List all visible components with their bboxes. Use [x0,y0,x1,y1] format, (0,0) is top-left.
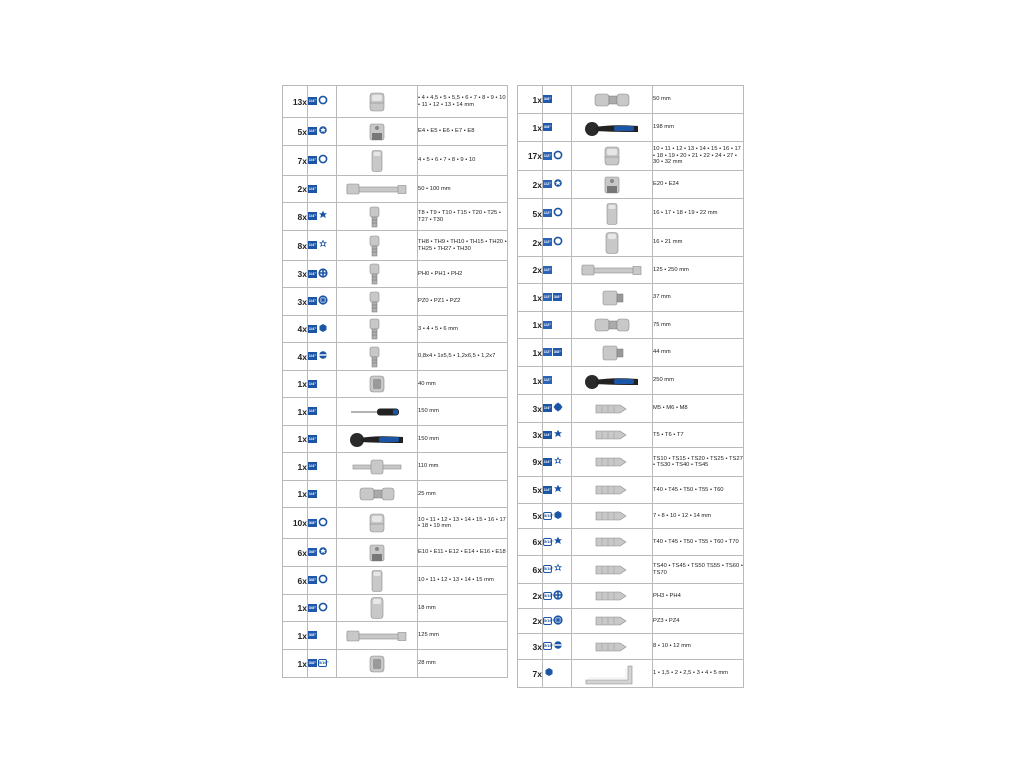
part-row [518,86,744,114]
quantity: 6x [518,556,543,584]
parts-table-right [517,85,744,688]
drive-size-badge: 5/16" [319,660,329,666]
part-row [283,288,508,316]
quantity: 1x [283,595,308,622]
part-row [283,86,508,118]
part-row [518,448,744,477]
part-row [283,622,508,650]
drive-badges [543,199,572,229]
quantity: 1x [518,114,543,142]
drive-badges [308,371,337,398]
bit-icon [572,609,653,634]
bit-socket-icon [337,288,418,316]
drive-badges [308,231,337,261]
part-row [283,481,508,508]
quantity: 6x [283,539,308,567]
size-list: T40 • T45 • T50 • T55 • T60 [653,477,744,504]
part-row [518,367,744,395]
hex-profile-icon [553,233,563,251]
drive-badges [308,622,337,650]
size-list: 50 • 100 mm [418,176,508,203]
drive-badges [308,539,337,567]
drive-badges [543,556,572,584]
drive-badges [308,343,337,371]
size-list: 4 • 5 • 6 • 7 • 8 • 9 • 10 [418,146,508,176]
part-row [518,634,744,660]
size-list: 8 • 10 • 12 mm [653,634,744,660]
drive-size-badge: 3/8" [308,577,317,583]
hex-profile-icon [318,571,328,589]
part-row [518,504,744,529]
drive-size-badge: 1/2" [543,377,552,383]
drive-size-badge: 1/4" [308,213,317,219]
drive-size-badge: 3/8" [543,96,552,102]
quantity: 7x [283,146,308,176]
quantity: 2x [283,176,308,203]
torx-profile-icon [318,207,328,225]
drive-badges [543,312,572,339]
drive-badges [308,288,337,316]
size-list: TH8 • TH9 • TH10 • TH15 • TH20 • TH25 • TH27 • TH30 [418,231,508,261]
socket-icon [572,142,653,171]
drive-badges [543,477,572,504]
size-list: E4 • E5 • E6 • E7 • E8 [418,118,508,146]
slot-profile-icon [318,347,328,365]
size-list: 125 mm [418,622,508,650]
drive-badges [543,284,572,312]
quantity: 2x [518,257,543,284]
quantity: 8x [283,231,308,261]
slot-profile-icon [553,637,563,655]
drive-size-badge: 1/2" [543,266,552,272]
drive-badges [308,567,337,595]
drive-badges [308,261,337,288]
drive-size-badge: 1/4" [308,185,317,191]
drive-size-badge: 1/2" [543,239,552,245]
size-list: 150 mm [418,426,508,453]
hex-key-icon [572,660,653,688]
drive-badges [308,316,337,343]
part-row [518,339,744,367]
quantity: 1x [283,426,308,453]
drive-size-badge: 1/4" [308,128,317,134]
part-row [283,650,508,678]
hexkey-profile-icon [318,320,328,338]
extension-bar-icon [572,257,653,284]
drive-badges [543,114,572,142]
adapter-icon [572,284,653,312]
part-row [518,556,744,584]
hex-profile-icon [318,514,328,532]
quantity: 10x [283,508,308,539]
spark-plug-socket-icon [572,229,653,257]
bit-icon [572,634,653,660]
hexkey-profile-icon [544,664,554,682]
part-row [283,343,508,371]
bit-icon [572,504,653,529]
torx-hole-profile-icon [553,453,563,471]
part-row [518,477,744,504]
size-list: 110 mm [418,453,508,481]
quantity: 1x [283,481,308,508]
quantity: 3x [518,634,543,660]
bit-socket-icon [337,343,418,371]
drive-size-badge: 5/16" [544,592,554,598]
drive-badges [543,395,572,423]
size-list: 10 • 11 • 12 • 13 • 14 • 15 mm [418,567,508,595]
drive-size-badge: 1/4" [308,490,317,496]
bit-adapter-icon [337,650,418,678]
deep-socket-icon [572,199,653,229]
size-list: 3 • 4 • 5 • 6 mm [418,316,508,343]
part-row [283,595,508,622]
size-list: 10 • 11 • 12 • 13 • 14 • 15 • 16 • 17 • 18 • 19 mm [418,508,508,539]
torx-hole-profile-icon [318,236,328,254]
drive-badges [308,118,337,146]
bit-icon [572,395,653,423]
extension-bar-icon [337,176,418,203]
quantity: 9x [518,448,543,477]
drive-size-badge: 1/4" [308,298,317,304]
hex-profile-icon [318,151,328,169]
e-torx-socket-icon [337,539,418,567]
drive-badges [543,448,572,477]
bit-socket-icon [337,203,418,231]
drive-size-badge: 3/8" [308,632,317,638]
part-row [518,584,744,609]
pozidriv-profile-icon [553,612,563,630]
quantity: 1x [518,86,543,114]
quantity: 1x [283,371,308,398]
quantity: 1x [518,367,543,395]
drive-badges [543,367,572,395]
quantity: 8x [283,203,308,231]
part-row [283,426,508,453]
size-list: PH0 • PH1 • PH2 [418,261,508,288]
drive-size-badge: 3/8" [308,604,317,610]
size-list: 28 mm [418,650,508,678]
bit-icon [572,584,653,609]
drive-size-badge: 3/8" [308,519,317,525]
quantity: 2x [518,584,543,609]
torx-hole-profile-icon [553,560,563,578]
torx-profile-icon [553,426,563,444]
quantity: 17x [518,142,543,171]
quantity: 3x [283,288,308,316]
quantity: 1x [283,453,308,481]
size-list: PZ3 • PZ4 [653,609,744,634]
drive-badges [543,257,572,284]
drive-badges [308,595,337,622]
size-list: 250 mm [653,367,744,395]
part-row [283,231,508,261]
part-row [518,609,744,634]
size-list: TS40 • TS45 • TS50 TS55 • TS60 • TS70 [653,556,744,584]
torx-profile-icon [553,481,563,499]
size-list: T40 • T45 • T50 • T55 • T60 • T70 [653,529,744,556]
quantity: 2x [518,171,543,199]
pozidriv-profile-icon [318,292,328,310]
universal-joint-icon [572,312,653,339]
drive-badges [308,481,337,508]
drive-size-badge: 1/4" [543,458,552,464]
drive-size-badge: 1/4" [308,157,317,163]
quantity: 5x [518,504,543,529]
size-list: 10 • 11 • 12 • 13 • 14 • 15 • 16 • 17 • 18 • 19 • 20 • 21 • 22 • 24 • 27 • 30 • 32 mm [653,142,744,171]
drive-badges [543,504,572,529]
drive-size-badge: 3/8" [308,549,317,555]
part-row [518,114,744,142]
drive-size-badge: 1/4" [308,435,317,441]
quantity: 2x [518,609,543,634]
bit-icon [572,556,653,584]
universal-joint-icon [337,481,418,508]
socket-icon [337,508,418,539]
ratchet-icon [572,367,653,395]
size-list: PZ0 • PZ1 • PZ2 [418,288,508,316]
quantity: 4x [283,316,308,343]
quantity: 2x [518,229,543,257]
part-row [518,312,744,339]
drive-size-badge: 1/4" [543,405,552,411]
part-row [518,395,744,423]
part-row [518,284,744,312]
phillips-profile-icon [318,265,328,283]
drive-size-badge: 5/16" [544,566,554,572]
drive-size-badge: 1/4" [308,325,317,331]
spline-profile-icon [553,399,563,417]
torx-e-profile-icon [318,122,328,140]
size-list: 7 • 8 • 10 • 12 • 14 mm [653,504,744,529]
quantity: 13x [283,86,308,118]
bit-icon [572,448,653,477]
part-row [283,453,508,481]
drive-size-badge: 1/4" [308,463,317,469]
drive-size-badge: 1/2" [543,349,552,355]
size-list: T8 • T9 • T10 • T15 • T20 • T25 • T27 • T30 [418,203,508,231]
ratchet-icon [337,426,418,453]
drive-badges [543,229,572,257]
part-row [518,171,744,199]
hex-profile-icon [553,147,563,165]
quantity: 5x [518,199,543,229]
part-row [518,529,744,556]
drive-size-badge: 1/4" [543,486,552,492]
drive-size-badge: 1/4" [308,270,317,276]
bit-icon [572,477,653,504]
drive-badges [543,339,572,367]
part-row [518,199,744,229]
hex-profile-icon [318,599,328,617]
hexkey-profile-icon [553,507,563,525]
ratchet-icon [572,114,653,142]
size-list: 16 • 17 • 18 • 19 • 22 mm [653,199,744,229]
drive-size-badge: 3/8" [543,124,552,130]
t-bar-icon [337,453,418,481]
quantity: 1x [283,650,308,678]
part-row [283,146,508,176]
part-row [518,660,744,688]
part-row [283,176,508,203]
drive-size-badge: 1/4" [543,431,552,437]
size-list: E20 • E24 [653,171,744,199]
drive-size-badge: 1/4" [308,353,317,359]
drive-size-badge: 1/2" [543,152,552,158]
size-list: 18 mm [418,595,508,622]
hex-profile-icon [553,204,563,222]
extension-bar-icon [337,622,418,650]
size-list: 37 mm [653,284,744,312]
size-list: 0,8x4 • 1x5,5 • 1,2x6,5 • 1,2x7 [418,343,508,371]
deep-socket-icon [337,567,418,595]
size-list: TS10 • TS15 • TS20 • TS25 • TS27 • TS30 • TS40 • TS45 [653,448,744,477]
universal-joint-icon [572,86,653,114]
drive-size-badge: 5/16" [544,643,554,649]
size-list: 25 mm [418,481,508,508]
drive-badges [543,529,572,556]
size-list: 44 mm [653,339,744,367]
size-list: • 4 • 4,5 • 5 • 5,5 • 6 • 7 • 8 • 9 • 10 • 11 • 12 • 13 • 14 mm [418,86,508,118]
part-row [283,316,508,343]
socket-icon [337,86,418,118]
drive-badges [308,146,337,176]
quantity: 1x [283,398,308,426]
hex-profile-icon [318,92,328,110]
part-row [518,257,744,284]
size-list: 16 • 21 mm [653,229,744,257]
drive-badges [308,86,337,118]
bit-socket-icon [337,231,418,261]
part-row [283,539,508,567]
drive-size-badge: 1/2" [543,181,552,187]
size-list: 125 • 250 mm [653,257,744,284]
drive-size-badge: 1/4" [308,380,317,386]
drive-size-badge: 1/4" [308,98,317,104]
size-list: 50 mm [653,86,744,114]
quantity: 6x [518,529,543,556]
part-row [283,203,508,231]
quantity: 5x [518,477,543,504]
drive-badges [543,584,572,609]
part-row [283,371,508,398]
e-torx-socket-icon [572,171,653,199]
bit-socket-icon [337,261,418,288]
drive-size-badge: 5/16" [544,617,554,623]
size-list: PH3 • PH4 [653,584,744,609]
quantity: 1x [283,622,308,650]
drive-badges [308,203,337,231]
quantity: 1x [518,339,543,367]
part-row [283,398,508,426]
quantity: 3x [283,261,308,288]
bit-socket-icon [337,316,418,343]
drive-size-badge: 1/4" [308,408,317,414]
spinner-handle-icon [337,398,418,426]
size-list: 150 mm [418,398,508,426]
size-list: M5 • M6 • M8 [653,395,744,423]
part-row [283,508,508,539]
bit-icon [572,529,653,556]
drive-badges [308,176,337,203]
drive-badges [543,634,572,660]
quantity: 1x [518,312,543,339]
size-list: T5 • T6 • T7 [653,423,744,448]
torx-e-profile-icon [553,175,563,193]
spark-plug-socket-icon [337,595,418,622]
part-row [283,261,508,288]
drive-badges [308,508,337,539]
drive-badges [308,426,337,453]
drive-badges [308,650,337,678]
e-torx-socket-icon [337,118,418,146]
bit-adapter-icon [337,371,418,398]
size-list: 40 mm [418,371,508,398]
drive-badges [308,398,337,426]
drive-size-badge: 1/2" [543,210,552,216]
drive-badges [543,423,572,448]
part-row [518,229,744,257]
drive-size-badge: 3/8" [553,349,562,355]
bit-icon [572,423,653,448]
drive-size-badge: 1/2" [543,321,552,327]
phillips-profile-icon [553,587,563,605]
torx-e-profile-icon [318,543,328,561]
quantity: 6x [283,567,308,595]
part-row [283,118,508,146]
drive-size-badge: 3/8" [553,294,562,300]
drive-badges [543,660,572,688]
part-row [518,142,744,171]
drive-size-badge: 5/16" [544,538,554,544]
size-list: 75 mm [653,312,744,339]
drive-badges [543,609,572,634]
parts-table-left [282,85,508,678]
drive-badges [543,171,572,199]
size-list: E10 • E11 • E12 • E14 • E16 • E18 [418,539,508,567]
quantity: 3x [518,395,543,423]
drive-badges [308,453,337,481]
deep-socket-icon [337,146,418,176]
quantity: 5x [283,118,308,146]
adapter-icon [572,339,653,367]
drive-badges [543,86,572,114]
drive-size-badge: 5/16" [544,512,554,518]
drive-size-badge: 3/8" [308,660,317,666]
quantity: 7x [518,660,543,688]
torx-profile-icon [553,533,563,551]
size-list: 198 mm [653,114,744,142]
drive-badges [543,142,572,171]
drive-size-badge: 1/2" [543,294,552,300]
drive-size-badge: 1/4" [308,242,317,248]
quantity: 3x [518,423,543,448]
size-list: 1 • 1,5 • 2 • 2,5 • 3 • 4 • 5 mm [653,660,744,688]
quantity: 1x [518,284,543,312]
part-row [518,423,744,448]
quantity: 4x [283,343,308,371]
part-row [283,567,508,595]
